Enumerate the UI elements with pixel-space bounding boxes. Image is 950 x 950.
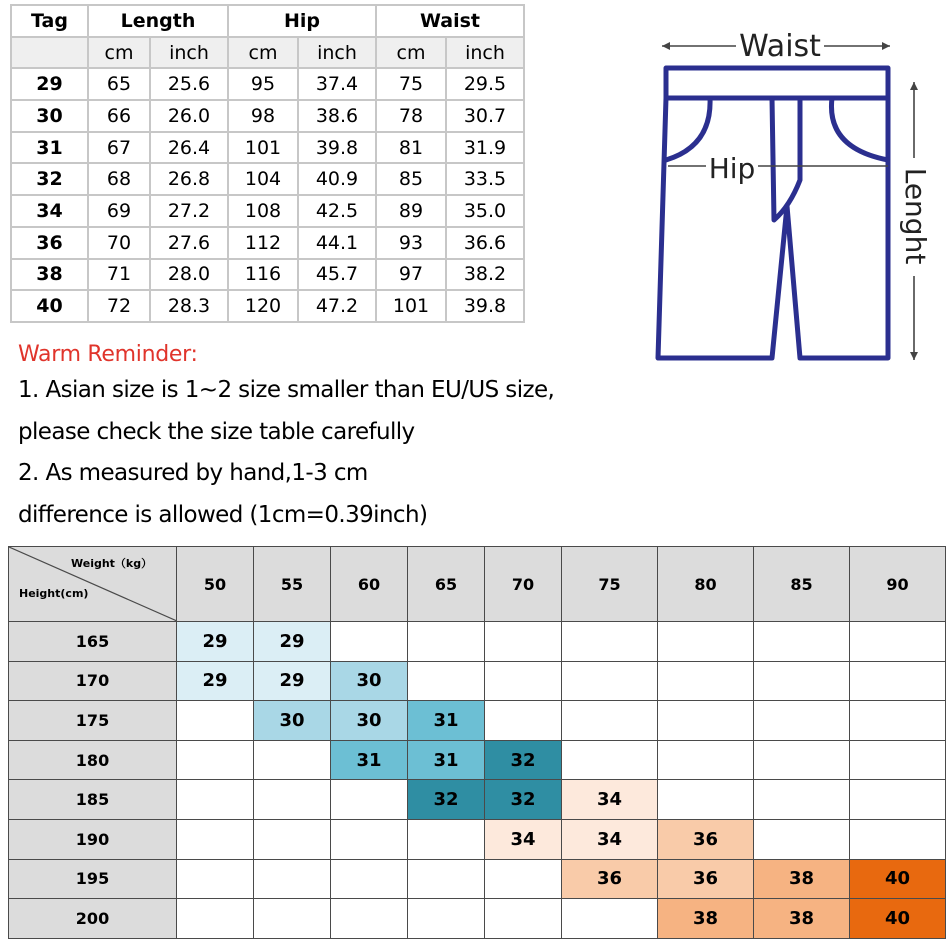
empty-cell bbox=[254, 859, 331, 899]
size-value-cell: 35.0 bbox=[446, 195, 524, 227]
waist-header: Waist bbox=[376, 5, 524, 37]
empty-cell bbox=[754, 622, 850, 662]
size-tag-cell: 40 bbox=[11, 290, 88, 322]
size-recommendation-cell: 38 bbox=[754, 859, 850, 899]
empty-cell bbox=[254, 740, 331, 780]
size-value-cell: 27.2 bbox=[150, 195, 228, 227]
size-table bbox=[10, 4, 525, 323]
size-recommendation-cell: 34 bbox=[562, 819, 658, 859]
weight-header-cell: 70 bbox=[485, 547, 562, 622]
empty-cell bbox=[331, 622, 408, 662]
shorts-diagram bbox=[640, 20, 950, 380]
size-value-cell: 30.7 bbox=[446, 100, 524, 132]
size-value-cell: 72 bbox=[88, 290, 150, 322]
size-recommendation-cell: 36 bbox=[562, 859, 658, 899]
size-tag-cell: 32 bbox=[11, 163, 88, 195]
size-row bbox=[11, 227, 524, 259]
empty-cell bbox=[658, 622, 754, 662]
size-value-cell: 108 bbox=[228, 195, 298, 227]
weight-header-cell: 50 bbox=[177, 547, 254, 622]
size-value-cell: 101 bbox=[376, 290, 446, 322]
empty-cell bbox=[658, 740, 754, 780]
height-row bbox=[9, 661, 946, 701]
hip-header: Hip bbox=[228, 5, 376, 37]
size-recommendation-cell: 29 bbox=[177, 661, 254, 701]
size-value-cell: 65 bbox=[88, 68, 150, 100]
size-value-cell: 39.8 bbox=[298, 132, 376, 164]
height-row bbox=[9, 622, 946, 662]
size-row bbox=[11, 195, 524, 227]
unit-cell: cm bbox=[228, 37, 298, 69]
size-tag-cell: 36 bbox=[11, 227, 88, 259]
height-cell: 185 bbox=[9, 780, 177, 820]
empty-cell bbox=[408, 899, 485, 939]
empty-cell bbox=[850, 701, 946, 741]
tag-header: Tag bbox=[11, 5, 88, 37]
size-value-cell: 28.3 bbox=[150, 290, 228, 322]
empty-cell bbox=[562, 701, 658, 741]
size-value-cell: 69 bbox=[88, 195, 150, 227]
empty-cell bbox=[754, 661, 850, 701]
size-value-cell: 27.6 bbox=[150, 227, 228, 259]
corner-cell bbox=[9, 547, 177, 622]
size-table-units-row bbox=[11, 37, 524, 69]
unit-cell: cm bbox=[376, 37, 446, 69]
empty-cell bbox=[850, 819, 946, 859]
height-cell: 190 bbox=[9, 819, 177, 859]
height-row bbox=[9, 780, 946, 820]
size-value-cell: 116 bbox=[228, 259, 298, 291]
length-label: Lenght bbox=[899, 167, 932, 265]
hip-label: Hip bbox=[708, 152, 756, 185]
size-recommendation-cell: 30 bbox=[254, 701, 331, 741]
empty-cell bbox=[754, 780, 850, 820]
empty-cell bbox=[562, 899, 658, 939]
empty-cell bbox=[177, 780, 254, 820]
empty-cell bbox=[485, 859, 562, 899]
height-row bbox=[9, 740, 946, 780]
size-tag-cell: 34 bbox=[11, 195, 88, 227]
size-recommendation-cell: 36 bbox=[658, 819, 754, 859]
size-value-cell: 78 bbox=[376, 100, 446, 132]
height-cell: 180 bbox=[9, 740, 177, 780]
height-cell: 170 bbox=[9, 661, 177, 701]
size-value-cell: 38.2 bbox=[446, 259, 524, 291]
size-value-cell: 75 bbox=[376, 68, 446, 100]
size-recommendation-cell: 38 bbox=[658, 899, 754, 939]
empty-cell bbox=[754, 819, 850, 859]
size-row bbox=[11, 290, 524, 322]
size-tag-cell: 38 bbox=[11, 259, 88, 291]
height-axis-label: Height(cm) bbox=[19, 587, 89, 600]
size-value-cell: 68 bbox=[88, 163, 150, 195]
height-cell: 195 bbox=[9, 859, 177, 899]
size-recommendation-cell: 29 bbox=[254, 622, 331, 662]
size-recommendation-cell: 32 bbox=[485, 780, 562, 820]
empty-cell bbox=[485, 701, 562, 741]
length-header: Length bbox=[88, 5, 228, 37]
size-value-cell: 70 bbox=[88, 227, 150, 259]
size-value-cell: 98 bbox=[228, 100, 298, 132]
warm-reminder bbox=[18, 340, 554, 536]
size-value-cell: 97 bbox=[376, 259, 446, 291]
weight-header-cell: 90 bbox=[850, 547, 946, 622]
weight-header-cell: 85 bbox=[754, 547, 850, 622]
empty-cell bbox=[331, 780, 408, 820]
size-tag-cell: 31 bbox=[11, 132, 88, 164]
size-value-cell: 26.0 bbox=[150, 100, 228, 132]
size-row bbox=[11, 68, 524, 100]
size-value-cell: 28.0 bbox=[150, 259, 228, 291]
empty-cell bbox=[562, 740, 658, 780]
size-recommendation-cell: 40 bbox=[850, 899, 946, 939]
size-row bbox=[11, 259, 524, 291]
size-recommendation-cell: 29 bbox=[177, 622, 254, 662]
empty-cell bbox=[331, 899, 408, 939]
empty-cell bbox=[254, 819, 331, 859]
size-value-cell: 95 bbox=[228, 68, 298, 100]
empty-cell bbox=[177, 819, 254, 859]
empty-cell bbox=[658, 661, 754, 701]
height-cell: 165 bbox=[9, 622, 177, 662]
empty-cell bbox=[658, 780, 754, 820]
empty-cell bbox=[485, 899, 562, 939]
size-value-cell: 40.9 bbox=[298, 163, 376, 195]
empty-cell bbox=[408, 622, 485, 662]
weight-header-row bbox=[9, 547, 946, 622]
empty-cell bbox=[754, 740, 850, 780]
weight-height-chart bbox=[8, 546, 946, 939]
size-value-cell: 104 bbox=[228, 163, 298, 195]
size-value-cell: 45.7 bbox=[298, 259, 376, 291]
empty-cell bbox=[331, 859, 408, 899]
empty-cell bbox=[485, 622, 562, 662]
height-cell: 175 bbox=[9, 701, 177, 741]
size-value-cell: 38.6 bbox=[298, 100, 376, 132]
weight-header-cell: 60 bbox=[331, 547, 408, 622]
size-value-cell: 47.2 bbox=[298, 290, 376, 322]
size-recommendation-cell: 34 bbox=[485, 819, 562, 859]
weight-header-cell: 75 bbox=[562, 547, 658, 622]
size-value-cell: 42.5 bbox=[298, 195, 376, 227]
empty-cell bbox=[850, 661, 946, 701]
height-row bbox=[9, 819, 946, 859]
size-value-cell: 31.9 bbox=[446, 132, 524, 164]
size-value-cell: 36.6 bbox=[446, 227, 524, 259]
reminder-line: please check the size table carefully bbox=[18, 418, 415, 445]
shorts-outline bbox=[658, 68, 888, 358]
weight-header-cell: 55 bbox=[254, 547, 331, 622]
size-value-cell: 120 bbox=[228, 290, 298, 322]
empty-cell bbox=[850, 780, 946, 820]
empty-cell bbox=[754, 701, 850, 741]
empty-cell bbox=[177, 859, 254, 899]
empty-cell bbox=[562, 661, 658, 701]
weight-axis-label: Weight（kg） bbox=[71, 557, 153, 570]
units-blank-cell bbox=[11, 37, 88, 69]
size-row bbox=[11, 132, 524, 164]
size-recommendation-cell: 31 bbox=[331, 740, 408, 780]
reminder-line: 2. As measured by hand,1-3 cm bbox=[18, 460, 368, 486]
size-value-cell: 33.5 bbox=[446, 163, 524, 195]
reminder-title: Warm Reminder: bbox=[18, 342, 198, 367]
size-value-cell: 71 bbox=[88, 259, 150, 291]
empty-cell bbox=[177, 899, 254, 939]
size-value-cell: 93 bbox=[376, 227, 446, 259]
empty-cell bbox=[408, 859, 485, 899]
empty-cell bbox=[177, 701, 254, 741]
height-row bbox=[9, 859, 946, 899]
size-value-cell: 89 bbox=[376, 195, 446, 227]
size-recommendation-cell: 38 bbox=[754, 899, 850, 939]
size-recommendation-cell: 34 bbox=[562, 780, 658, 820]
reminder-line: difference is allowed (1cm=0.39inch) bbox=[18, 501, 428, 528]
size-value-cell: 37.4 bbox=[298, 68, 376, 100]
size-recommendation-cell: 29 bbox=[254, 661, 331, 701]
empty-cell bbox=[485, 661, 562, 701]
unit-cell: cm bbox=[88, 37, 150, 69]
size-recommendation-cell: 30 bbox=[331, 701, 408, 741]
empty-cell bbox=[254, 780, 331, 820]
size-row bbox=[11, 100, 524, 132]
size-recommendation-cell: 30 bbox=[331, 661, 408, 701]
size-value-cell: 26.4 bbox=[150, 132, 228, 164]
size-value-cell: 85 bbox=[376, 163, 446, 195]
size-recommendation-cell: 36 bbox=[658, 859, 754, 899]
unit-cell: inch bbox=[298, 37, 376, 69]
size-recommendation-cell: 40 bbox=[850, 859, 946, 899]
empty-cell bbox=[658, 701, 754, 741]
empty-cell bbox=[254, 899, 331, 939]
empty-cell bbox=[177, 740, 254, 780]
empty-cell bbox=[331, 819, 408, 859]
size-tag-cell: 29 bbox=[11, 68, 88, 100]
weight-header-cell: 80 bbox=[658, 547, 754, 622]
size-value-cell: 66 bbox=[88, 100, 150, 132]
empty-cell bbox=[562, 622, 658, 662]
size-recommendation-cell: 32 bbox=[485, 740, 562, 780]
size-value-cell: 101 bbox=[228, 132, 298, 164]
size-tag-cell: 30 bbox=[11, 100, 88, 132]
size-value-cell: 29.5 bbox=[446, 68, 524, 100]
size-recommendation-cell: 32 bbox=[408, 780, 485, 820]
size-value-cell: 39.8 bbox=[446, 290, 524, 322]
size-value-cell: 44.1 bbox=[298, 227, 376, 259]
empty-cell bbox=[408, 661, 485, 701]
size-recommendation-cell: 31 bbox=[408, 701, 485, 741]
weight-header-cell: 65 bbox=[408, 547, 485, 622]
empty-cell bbox=[850, 740, 946, 780]
height-row bbox=[9, 899, 946, 939]
size-recommendation-cell: 31 bbox=[408, 740, 485, 780]
waist-label: Waist bbox=[739, 29, 821, 64]
empty-cell bbox=[408, 819, 485, 859]
size-value-cell: 67 bbox=[88, 132, 150, 164]
size-value-cell: 81 bbox=[376, 132, 446, 164]
size-value-cell: 112 bbox=[228, 227, 298, 259]
empty-cell bbox=[850, 622, 946, 662]
size-value-cell: 26.8 bbox=[150, 163, 228, 195]
size-row bbox=[11, 163, 524, 195]
reminder-line: 1. Asian size is 1~2 size smaller than EU/US size, bbox=[18, 377, 555, 403]
height-row bbox=[9, 701, 946, 741]
size-value-cell: 25.6 bbox=[150, 68, 228, 100]
unit-cell: inch bbox=[150, 37, 228, 69]
height-cell: 200 bbox=[9, 899, 177, 939]
unit-cell: inch bbox=[446, 37, 524, 69]
size-table-header bbox=[11, 5, 524, 37]
